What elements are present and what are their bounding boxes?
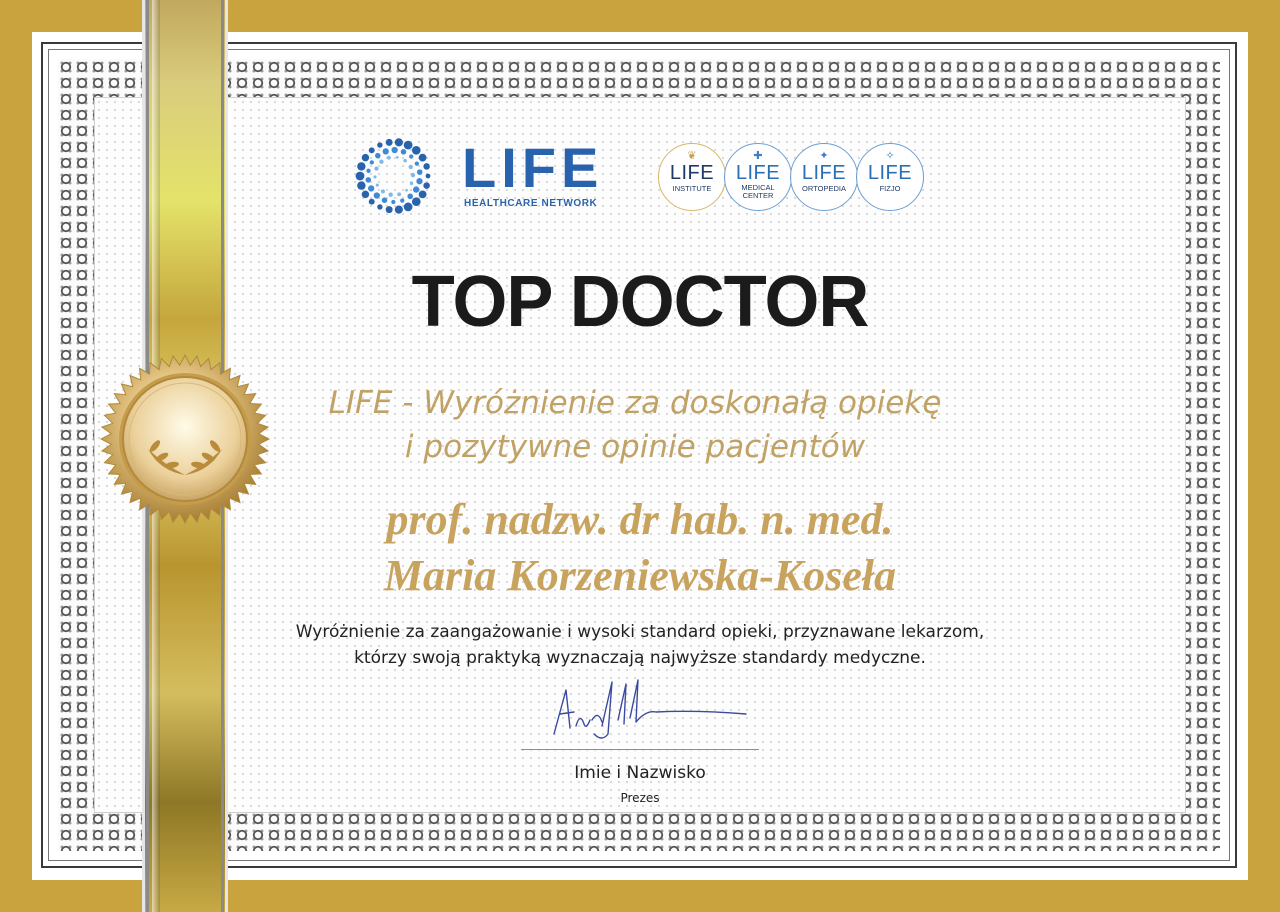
logo-dot xyxy=(392,147,398,153)
logo-dot xyxy=(369,147,375,153)
recipient-name: Maria Korzeniewska-Koseła xyxy=(383,551,897,600)
logo-dot xyxy=(413,186,419,192)
logo-dot xyxy=(388,193,392,197)
signatory-role: Prezes xyxy=(620,791,660,805)
logo-dot xyxy=(356,172,365,181)
logo-dot xyxy=(377,142,382,147)
logo-dot xyxy=(383,148,389,154)
network-badges xyxy=(658,143,930,215)
logo-dot xyxy=(357,181,365,189)
runner-icon: ✦ xyxy=(819,149,829,162)
gymnast-icon: ✧ xyxy=(885,149,895,162)
logo-dot xyxy=(370,160,374,164)
subtitle-line-1: LIFE - Wyróżnienie za doskonałą opiekę xyxy=(328,385,942,421)
badge-life-fizjo xyxy=(856,143,924,211)
badge-life-ortopedia xyxy=(790,143,858,211)
badge-title: LIFE xyxy=(735,162,781,184)
logo-dot xyxy=(374,167,378,171)
logo-dot xyxy=(391,200,395,204)
description-line-2: którzy swoją praktyką wyznaczają najwyższe standardy medyczne. xyxy=(354,648,926,668)
logo-dot xyxy=(366,169,370,173)
logo-dot xyxy=(403,159,407,163)
logo-dot xyxy=(369,199,375,205)
logo-wordmark: LIFE xyxy=(462,136,604,199)
logo-dot xyxy=(404,141,413,150)
logo-dot xyxy=(416,178,422,184)
logo-dot xyxy=(415,161,419,165)
gold-seal-icon xyxy=(100,354,270,524)
medical-cross-icon: ✚ xyxy=(753,149,763,162)
logo-dot xyxy=(374,192,380,198)
badge-title: LIFE xyxy=(669,162,715,184)
logo-dot xyxy=(407,194,413,200)
logo-dot xyxy=(400,199,404,203)
logo-dot xyxy=(412,146,421,155)
certificate-title: TOP DOCTOR xyxy=(411,262,869,342)
badge-title: LIFE xyxy=(867,162,913,184)
badge-subtitle: INSTITUTE xyxy=(672,184,712,193)
logo-dot xyxy=(379,160,383,164)
logo-dot xyxy=(405,189,408,192)
logo-dot xyxy=(397,192,401,196)
logo-dot xyxy=(366,177,372,183)
logo-dot xyxy=(411,173,415,177)
logo-dot xyxy=(382,197,388,203)
logo-dot xyxy=(409,154,413,158)
badge-life-institute xyxy=(658,143,726,211)
logo-dot xyxy=(387,156,391,160)
description-line-1: Wyróżnienie za zaangażowanie i wysoki standard opieki, przyznawane lekarzom, xyxy=(295,622,985,642)
logo-dot xyxy=(412,197,421,206)
hand-leaf-icon: ❦ xyxy=(687,149,697,162)
logo-dot xyxy=(396,156,399,159)
logo-dot xyxy=(423,163,429,169)
badge-subtitle: ORTOPEDIA xyxy=(802,184,846,193)
logo-tagline: HEALTHCARE NETWORK xyxy=(464,198,598,209)
subtitle-line-2: i pozytywne opinie pacjentów xyxy=(404,429,866,465)
logo-dot xyxy=(362,154,369,161)
logo-dot xyxy=(377,204,382,209)
logo-dot xyxy=(395,206,403,214)
badge-title: LIFE xyxy=(801,162,847,184)
logo-dot xyxy=(376,184,379,187)
logo-dot xyxy=(395,138,403,146)
logo-dot xyxy=(410,182,413,185)
logo-dot xyxy=(417,169,423,175)
logo-dot xyxy=(419,154,427,162)
logo-dot xyxy=(357,162,365,170)
signatory-name: Imie i Nazwisko xyxy=(574,763,706,783)
logo-dot xyxy=(423,182,429,188)
logo-dot xyxy=(404,203,413,212)
logo-dot xyxy=(381,189,385,193)
logo-dot xyxy=(368,185,374,191)
logo-dot xyxy=(373,175,376,178)
badge-subtitle: FIZJO xyxy=(879,184,901,193)
logo-dot xyxy=(386,139,393,146)
badge-life-medical-center xyxy=(724,143,792,211)
logo-dot xyxy=(419,190,427,198)
logo-dot xyxy=(375,153,381,159)
badge-subtitle: MEDICAL CENTER xyxy=(741,183,775,200)
logo-dot xyxy=(362,191,369,198)
logo-dot xyxy=(401,149,407,155)
logo-dot xyxy=(386,206,393,213)
recipient-title: prof. nadzw. dr hab. n. med. xyxy=(386,495,894,544)
logo-dot xyxy=(426,174,431,179)
logo-dot xyxy=(409,165,413,169)
signature-line xyxy=(521,749,759,750)
handwritten-signature xyxy=(540,676,760,746)
